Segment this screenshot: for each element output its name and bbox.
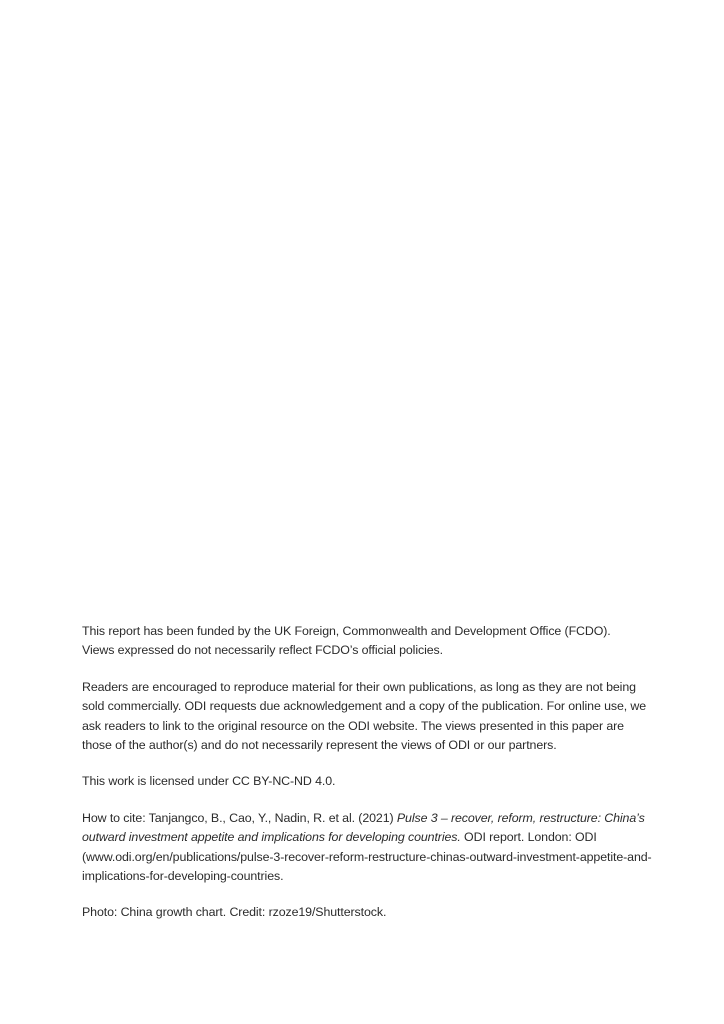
funding-statement xyxy=(82,622,652,661)
photo-credit: Photo: China growth chart. Credit: rzoze19/Shutterstock. xyxy=(82,905,387,920)
license-statement: This work is licensed under CC BY-NC-ND 4.0. xyxy=(82,774,336,789)
reproduction-statement: Readers are encouraged to reproduce material for their own publications, as long as they are not being sold commercially. ODI requests due acknowledgement and a copy of the publication. For online use, we ask readers to link to the original resource on the ODI website. The views presented in this paper are those of the author(s) and do not necessarily represent the views of ODI or our partners. xyxy=(82,679,647,753)
citation-title: Pulse 3 – recover, reform, restructure: China’s outward investment appetite and implications for developing countries. xyxy=(82,810,645,845)
funding-line-2: Views expressed do not necessarily reflect FCDO’s official policies. xyxy=(82,643,443,658)
citation xyxy=(82,809,652,887)
imprint-block xyxy=(82,622,652,940)
funding-line-1: This report has been funded by the UK Foreign, Commonwealth and Development Office (FCDO). xyxy=(82,624,611,638)
citation-suffix: ODI report. London: ODI (www.odi.org/en/publications/pulse-3-recover-reform-restructure-chinas-outward-investment-appetite-and-implications-for-developing-countries. xyxy=(82,830,652,884)
citation-prefix: How to cite: Tanjangco, B., Cao, Y., Nadin, R. et al. (2021) xyxy=(82,810,397,825)
